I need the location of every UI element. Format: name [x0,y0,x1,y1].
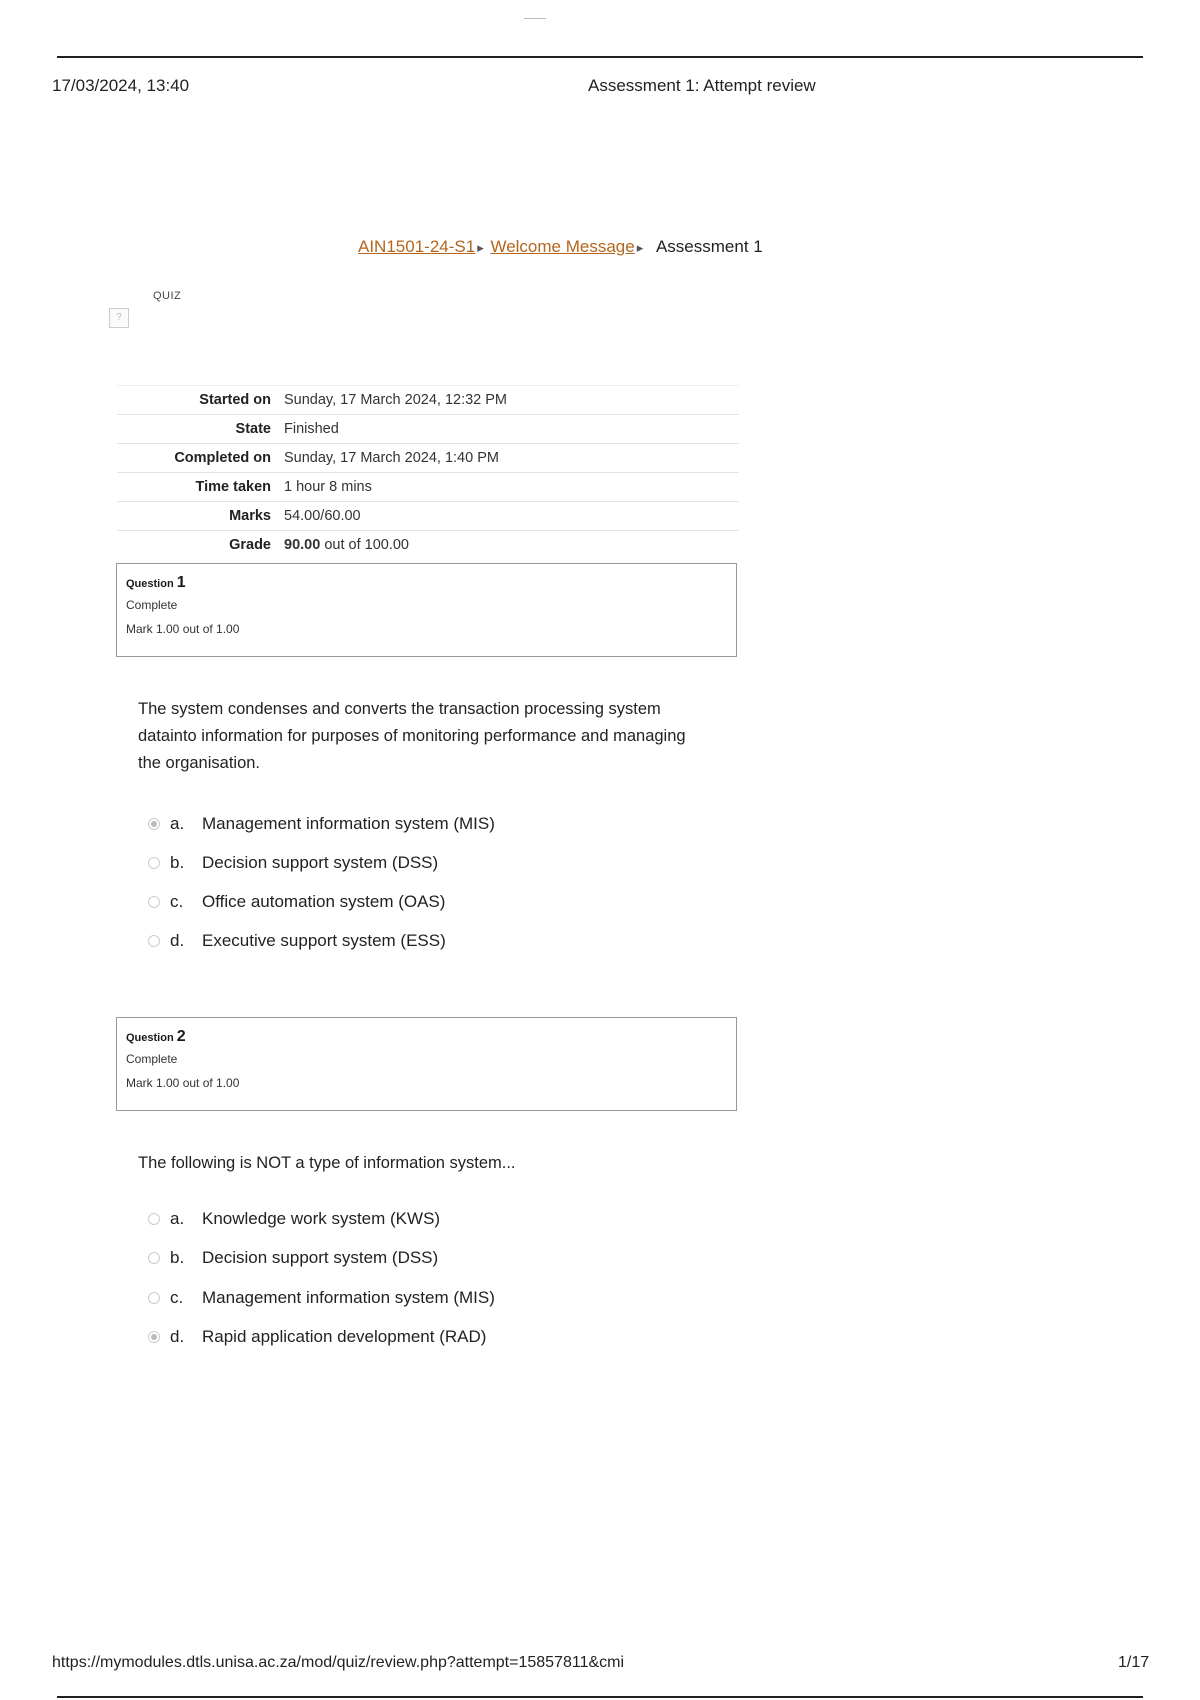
breadcrumb-separator: ▸ [636,240,644,255]
answer-option[interactable] [148,1286,495,1310]
quiz-label: QUIZ [153,290,182,302]
summary-label: Completed on [174,450,271,466]
question-number [126,574,727,592]
option-letter: d. [170,1327,185,1346]
summary-row [117,444,739,473]
answer-option[interactable] [148,1207,440,1231]
option-letter: a. [170,1209,185,1228]
radio-icon[interactable] [148,1213,160,1225]
print-datetime: 17/03/2024, 13:40 [52,76,190,95]
summary-row-grade [117,531,739,560]
option-letter: d. [170,931,185,950]
summary-label: State [235,421,271,437]
question-state: Complete [126,598,178,612]
summary-row [117,473,739,502]
answer-option[interactable] [148,812,495,836]
summary-value: Sunday, 17 March 2024, 1:40 PM [284,450,499,466]
summary-row [117,386,739,415]
footer-url: https://mymodules.dtls.unisa.ac.za/mod/quiz/review.php?attempt=15857811&cmi [52,1654,625,1671]
radio-icon[interactable] [148,1252,160,1264]
radio-icon[interactable] [148,935,160,947]
option-letter: b. [170,1248,185,1267]
question-mark: Mark 1.00 out of 1.00 [126,622,240,636]
option-text: Management information system (MIS) [202,814,495,833]
attempt-summary [117,385,739,559]
question-info-box [116,563,737,657]
breadcrumb-separator: ▸ [477,240,484,255]
option-text: Decision support system (DSS) [202,1248,439,1267]
radio-icon[interactable] [148,857,160,869]
grade-score: 90.00 [284,537,321,553]
option-text: Executive support system (ESS) [202,931,446,950]
answer-option[interactable] [148,851,438,875]
header-rule [57,56,1143,58]
answer-option[interactable] [148,890,445,914]
breadcrumb-link-course[interactable]: AIN1501-24-S1 [358,237,476,256]
answer-option[interactable] [148,1246,438,1270]
radio-selected-icon[interactable] [148,1331,160,1343]
breadcrumb-link-welcome[interactable]: Welcome Message [490,237,635,256]
question-label: Question [126,578,174,590]
option-letter: c. [170,892,184,911]
summary-value: 1 hour 8 mins [284,479,372,495]
grade-out-of: out of 100.00 [324,537,409,553]
summary-value [283,531,739,560]
summary-value: Finished [284,421,339,437]
question-state: Complete [126,1052,178,1066]
breadcrumb [358,237,763,257]
radio-icon[interactable] [148,896,160,908]
summary-label: Grade [229,537,271,553]
summary-row [117,502,739,531]
breadcrumb-current: Assessment 1 [655,237,763,256]
option-letter: a. [170,814,185,833]
radio-selected-icon[interactable] [148,818,160,830]
option-letter: c. [170,1288,184,1307]
summary-value: 54.00/60.00 [284,508,361,524]
option-text: Knowledge work system (KWS) [202,1209,441,1228]
summary-label: Started on [199,392,271,408]
question-number-value: 1 [176,574,186,591]
radio-icon[interactable] [148,1292,160,1304]
summary-value: Sunday, 17 March 2024, 12:32 PM [284,392,508,408]
footer-rule [57,1696,1143,1698]
page-title: Assessment 1: Attempt review [588,76,816,95]
question-number-value: 2 [176,1028,186,1045]
summary-label: Time taken [195,479,271,495]
answer-option[interactable] [148,929,446,953]
option-text: Management information system (MIS) [202,1288,495,1307]
top-mark [524,18,546,19]
question-mark: Mark 1.00 out of 1.00 [126,1076,240,1090]
question-text: The following is NOT a type of information system... [138,1154,516,1172]
quiz-icon: ? [109,308,129,328]
option-letter: b. [170,853,185,872]
option-text: Office automation system (OAS) [202,892,446,911]
question-info-box [116,1017,737,1111]
answer-option[interactable] [148,1325,486,1349]
summary-label: Marks [229,508,271,524]
question-number [126,1028,727,1046]
page-number: 1/17 [1118,1654,1150,1671]
question-label: Question [126,1032,174,1044]
summary-row [117,415,739,444]
question-text: The system condenses and converts the transaction processing system datainto information for purposes of monitoring performance and managing the organisation. [138,700,686,772]
option-text: Decision support system (DSS) [202,853,439,872]
option-text: Rapid application development (RAD) [202,1327,487,1346]
